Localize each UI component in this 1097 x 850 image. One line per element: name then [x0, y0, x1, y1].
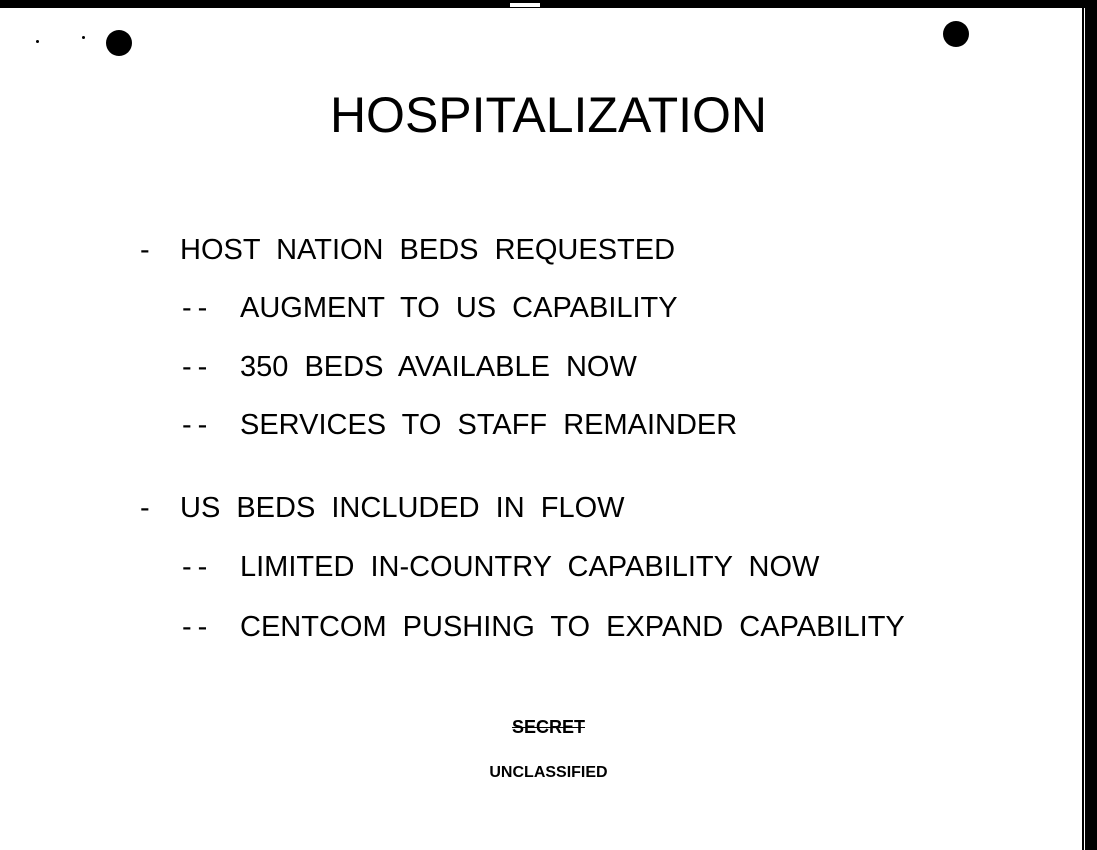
bullet-item [140, 234, 675, 267]
bullet-text: US BEDS INCLUDED IN FLOW [180, 492, 625, 524]
sub-bullet-item [182, 351, 637, 384]
bullet-marker: - [140, 234, 150, 266]
slide-title: HOSPITALIZATION [329, 87, 768, 143]
bullet-marker: -- [182, 409, 214, 441]
bullet-marker: -- [182, 292, 214, 324]
bullet-text: HOST NATION BEDS REQUESTED [180, 234, 676, 266]
sub-bullet-item [182, 551, 819, 584]
bullet-text: LIMITED IN-COUNTRY CAPABILITY NOW [240, 551, 820, 583]
punch-hole-right [943, 21, 969, 47]
bullet-marker: -- [182, 551, 214, 583]
bullet-text: SERVICES TO STAFF REMAINDER [240, 409, 738, 441]
scan-border-top [0, 0, 1097, 8]
scan-border-gap [510, 3, 540, 7]
scan-speck [36, 40, 39, 43]
bullet-marker: -- [182, 611, 214, 643]
struck-classification-marking: SECRET [511, 717, 585, 737]
scan-speck [82, 36, 85, 39]
sub-bullet-item [182, 611, 905, 644]
punch-hole-left [106, 30, 132, 56]
classification-marking: UNCLASSIFIED [489, 764, 608, 781]
sub-bullet-item [182, 409, 737, 442]
bullet-marker: -- [182, 351, 214, 383]
bullet-text: AUGMENT TO US CAPABILITY [240, 292, 678, 324]
bullet-item [140, 492, 625, 525]
bullet-text: CENTCOM PUSHING TO EXPAND CAPABILITY [240, 611, 905, 643]
sub-bullet-item [182, 292, 678, 325]
bullet-text: 350 BEDS AVAILABLE NOW [240, 351, 637, 383]
bullet-marker: - [140, 492, 150, 524]
